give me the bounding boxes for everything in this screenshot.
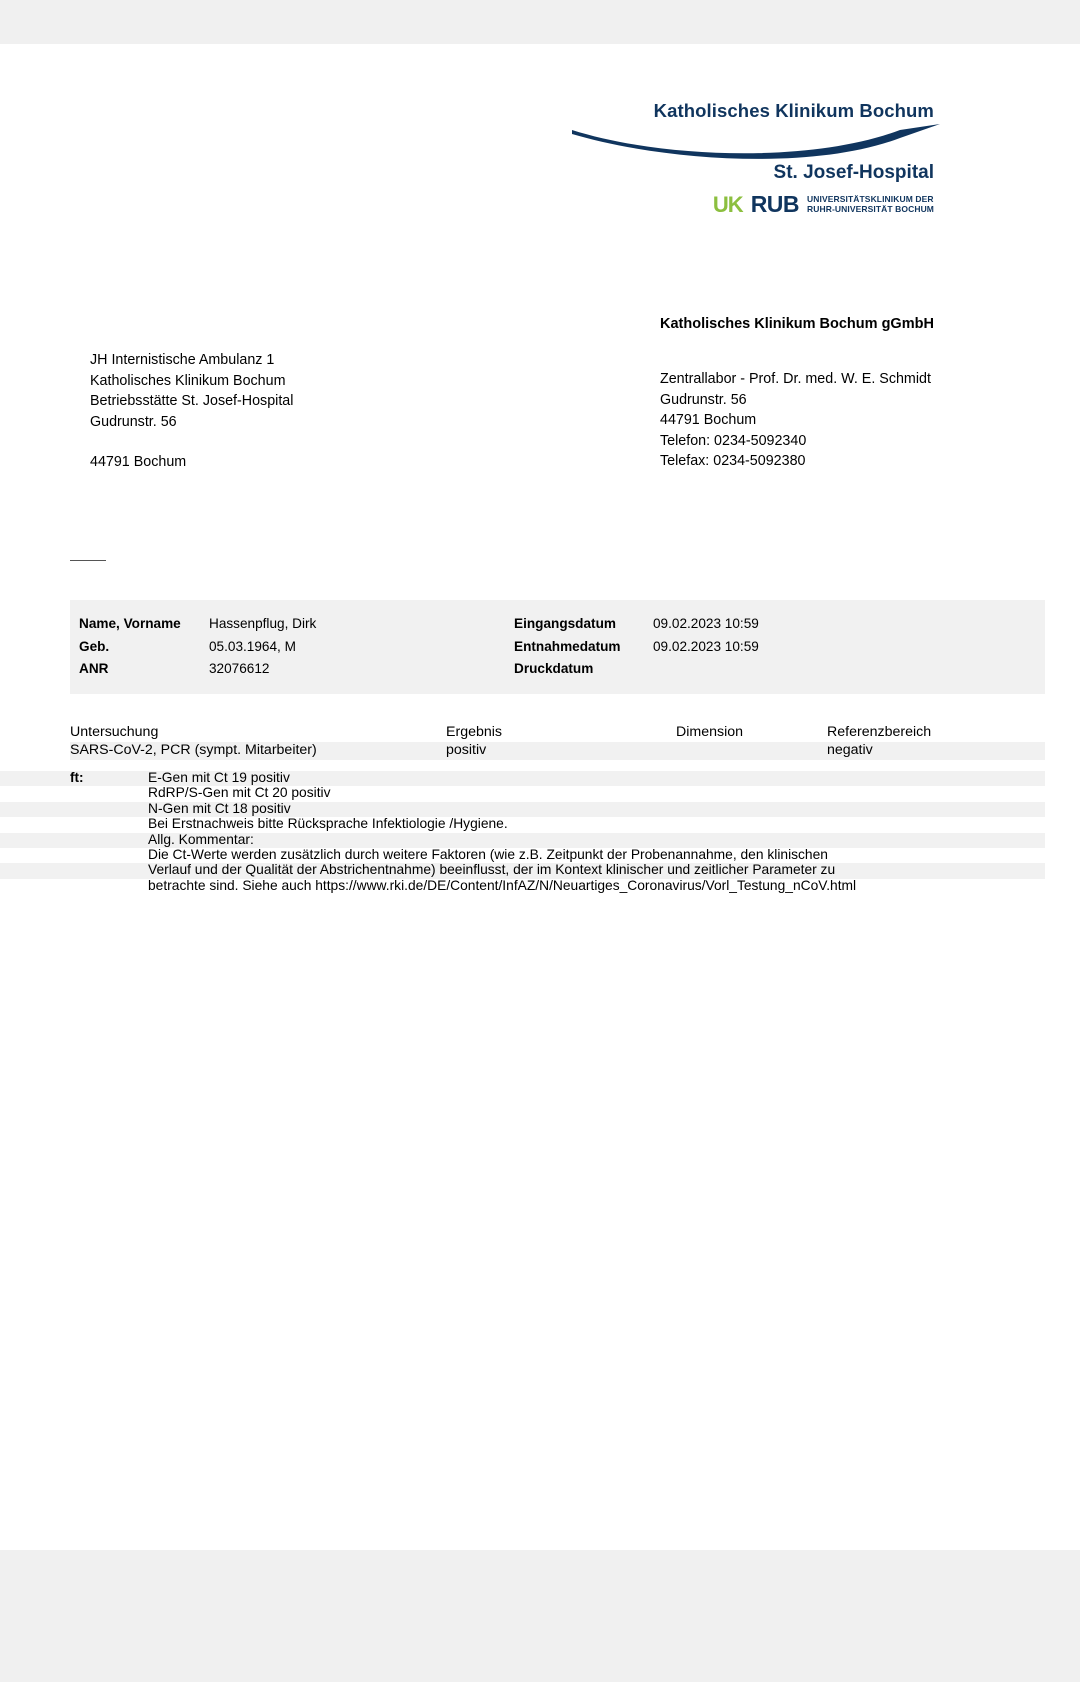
rub-logo [574, 191, 934, 218]
results-header-row [70, 724, 1045, 742]
spacer [90, 432, 293, 452]
lab-address-line: Telefax: 0234-5092380 [660, 453, 806, 470]
comment-row [0, 848, 1045, 863]
lab-address-line: Gudrunstr. 56 [660, 391, 747, 408]
rub-mark: RUB [750, 191, 800, 217]
cell-referenzbereich: negativ [827, 742, 873, 758]
comment-row [0, 833, 1045, 848]
lab-address-line: Telefon: 0234-5092340 [660, 432, 807, 449]
lab-address [660, 369, 931, 472]
col-header-dimension: Dimension [676, 724, 744, 740]
clinic-name: Katholisches Klinikum Bochum [653, 100, 934, 121]
patient-label-anr: ANR [79, 661, 109, 676]
patient-value-dob: 05.03.1964, M [209, 638, 296, 654]
comment-text: N-Gen mit Ct 18 positiv [148, 800, 291, 816]
cell-untersuchung: SARS-CoV-2, PCR (sympt. Mitarbeiter) [70, 742, 317, 758]
patient-label-dob: Geb. [79, 638, 110, 654]
comment-row [0, 802, 1045, 817]
patient-label-druckdatum: Druckdatum [514, 661, 594, 676]
patient-value-entnahmedatum: 09.02.2023 10:59 [653, 638, 759, 654]
comment-row [0, 786, 1045, 801]
recipient-address [90, 350, 293, 473]
col-header-ergebnis: Ergebnis [446, 724, 502, 740]
comment-text: Die Ct-Werte werden zusätzlich durch weitere Faktoren (wie z.B. Zeitpunkt der Probenannahme, den klinischen [148, 846, 828, 862]
lab-address-line: Zentrallabor - Prof. Dr. med. W. E. Schmidt [660, 371, 931, 387]
swoosh-icon [574, 124, 934, 160]
patient-label-name: Name, Vorname [79, 616, 181, 631]
hospital-name: St. Josef-Hospital [773, 162, 934, 183]
patient-value-eingangsdatum: 09.02.2023 10:59 [653, 616, 759, 631]
comment-text: Verlauf und der Qualität der Abstrichentnahme) beeinflusst, der im Kontext klinischer und zeitlicher Parameter zu [148, 862, 836, 878]
comment-row [0, 771, 1045, 786]
col-header-untersuchung: Untersuchung [70, 724, 159, 740]
university-line-1: UNIVERSITÄTSKLINIKUM DER [807, 193, 934, 204]
comments-block [0, 771, 1045, 894]
patient-info-band [70, 600, 1045, 694]
lab-address-line: 44791 Bochum [660, 412, 757, 429]
patient-label-eingangsdatum: Eingangsdatum [514, 616, 616, 631]
recipient-city: 44791 Bochum [90, 454, 187, 471]
document-page [0, 44, 1080, 1550]
recipient-line: Gudrunstr. 56 [90, 413, 177, 430]
fold-mark [70, 560, 106, 561]
comment-text: Allg. Kommentar: [148, 831, 254, 847]
sender-heading: Katholisches Klinikum Bochum gGmbH [660, 316, 934, 332]
results-table [70, 724, 1045, 760]
comment-text: E-Gen mit Ct 19 positiv [148, 770, 290, 785]
cell-ergebnis: positiv [446, 742, 487, 758]
comment-text: RdRP/S-Gen mit Ct 20 positiv [148, 785, 331, 801]
col-header-referenzbereich: Referenzbereich [827, 724, 932, 740]
patient-label-entnahmedatum: Entnahmedatum [514, 638, 621, 654]
comment-text: betrachte sind. Siehe auch https://www.rki.de/DE/Content/InfAZ/N/Neuartiges_Coronavirus/Vorl_Testung_nCoV.html [148, 877, 857, 893]
recipient-line: Betriebsstätte St. Josef-Hospital [90, 393, 294, 410]
recipient-line: JH Internistische Ambulanz 1 [90, 352, 275, 368]
recipient-line: Katholisches Klinikum Bochum [90, 372, 286, 389]
comment-label: ft: [70, 770, 84, 785]
clinic-logo [574, 100, 934, 218]
comment-row [0, 817, 1045, 832]
uk-mark: UK [712, 191, 743, 217]
patient-value-anr: 32076612 [209, 661, 270, 676]
patient-value-name: Hassenpflug, Dirk [209, 616, 317, 631]
university-line-2: RUHR-UNIVERSITÄT BOCHUM [807, 203, 934, 214]
table-row [70, 742, 1045, 760]
comment-row [0, 863, 1045, 878]
comment-text: Bei Erstnachweis bitte Rücksprache Infektiologie /Hygiene. [148, 816, 508, 832]
comment-row [0, 879, 1045, 894]
